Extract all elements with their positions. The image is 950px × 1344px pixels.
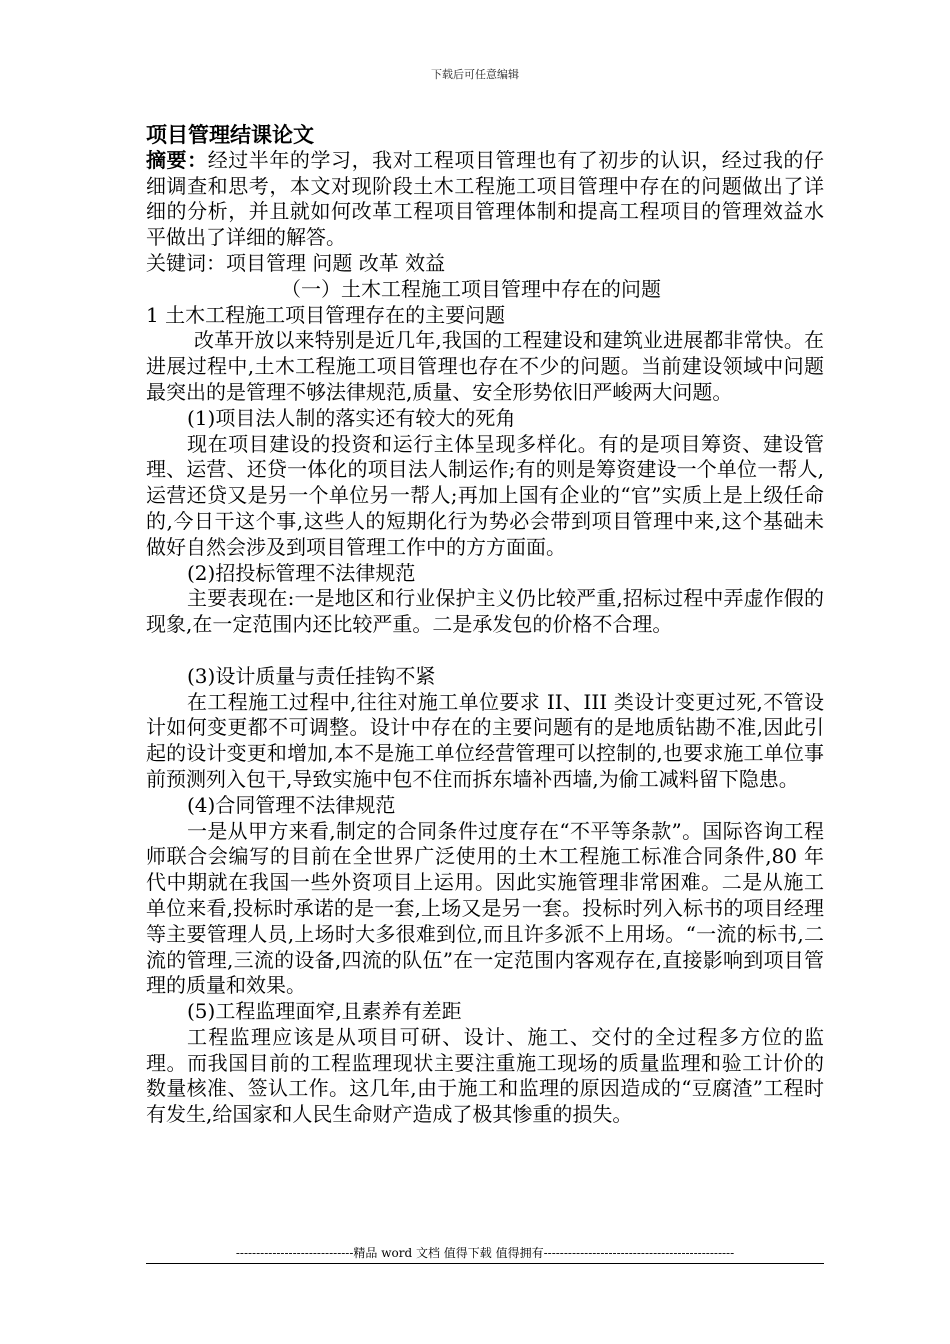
item-heading-3: (3)设计质量与责任挂钩不紧 [187,663,436,688]
abstract-text: 经过半年的学习，我对工程项目管理也有了初步的认识，经过我的仔细调查和思考，本文对现阶段土木工程施工项目管理中存在的问题做出了详细的分析，并且就如何改革工程项目管理体制和提高工程项目的管理效益水平做出了详细的解答。 [146,147,824,250]
item-heading-2: (2)招投标管理不法律规范 [187,560,416,585]
document-title: 项目管理结课论文 [146,122,314,147]
item-body-4: 一是从甲方来看,制定的合同条件过度存在“不平等条款”。国际咨询工程师联合会编写的目前在全世界广泛使用的土木工程施工标准合同条件,80 年代中期就在我国一些外资项目上运用。因此实施管理非常困难。二是从施工单位来看,投标时承诺的是一套,上场又是另一套。投标时列入标书的项目经理等主要管理人员,上场时大多很难到位,而且许多派不上用场。“一流的标书,二流的管理,三流的设备,四流的队伍”在一定范围内客观存在,直接影响到项目管理的质量和效果。 [146,818,824,998]
item-heading-4: (4)合同管理不法律规范 [187,792,396,817]
abstract-label: 摘要： [146,147,208,172]
item-heading-5: (5)工程监理面窄,且素养有差距 [187,999,462,1024]
page-header-note: 下载后可任意编辑 [431,68,519,81]
item-heading-1: (1)项目法人制的落实还有较大的死角 [187,405,516,430]
item-body-5: 工程监理应该是从项目可研、设计、施工、交付的全过程多方位的监理。而我国目前的工程监理现状主要注重施工现场的质量监理和验工计价的数量核准、签认工作。这几年,由于施工和监理的原因造成的“豆腐渣”工程时有发生,给国家和人民生命财产造成了极其惨重的损失。 [146,1024,824,1127]
document-body [146,122,824,1128]
section-subheading: 1 土木工程施工项目管理存在的主要问题 [146,302,506,327]
section-heading: （一）土木工程施工项目管理中存在的问题 [281,276,661,301]
abstract-paragraph [146,148,824,251]
item-body-3: 在工程施工过程中,往往对施工单位要求 II、III 类设计变更过死,不管设计如何变更都不可调整。设计中存在的主要问题有的是地质钻勘不准,因此引起的设计变更和增加,本不是施工单位经营管理可以控制的,也要求施工单位事前预测列入包干,导致实施中包不住而拆东墙补西墙,为偷工减料留下隐患。 [146,689,824,791]
item-body-2: 主要表现在:一是地区和行业保护主义仍比较严重,招标过程中弄虚作假的现象,在一定范围内还比较严重。二是承发包的价格不合理。 [146,586,824,637]
keywords-line: 关键词：项目管理 问题 改革 效益 [146,250,446,275]
intro-paragraph: 改革开放以来特别是近几年,我国的工程建设和建筑业进展都非常快。在进展过程中,土木工程施工项目管理也存在不少的问题。当前建设领域中问题最突出的是管理不够法律规范,质量、安全形势依旧严峻两大问题。 [146,328,824,404]
blank-line [146,638,824,664]
page-footer: -----------------------------精品 word 文档 值得下载 值得拥有----------------------------------------------- [146,1244,824,1264]
item-body-1: 现在项目建设的投资和运行主体呈现多样化。有的是项目筹资、建设管理、运营、还贷一体化的项目法人制运作;有的则是筹资建设一个单位一帮人,运营还贷又是另一个单位另一帮人;再加上国有企业的“官”实质上是上级任命的,今日干这个事,这些人的短期化行为势必会带到项目管理中来,这个基础未做好自然会涉及到项目管理工作中的方方面面。 [146,431,824,559]
